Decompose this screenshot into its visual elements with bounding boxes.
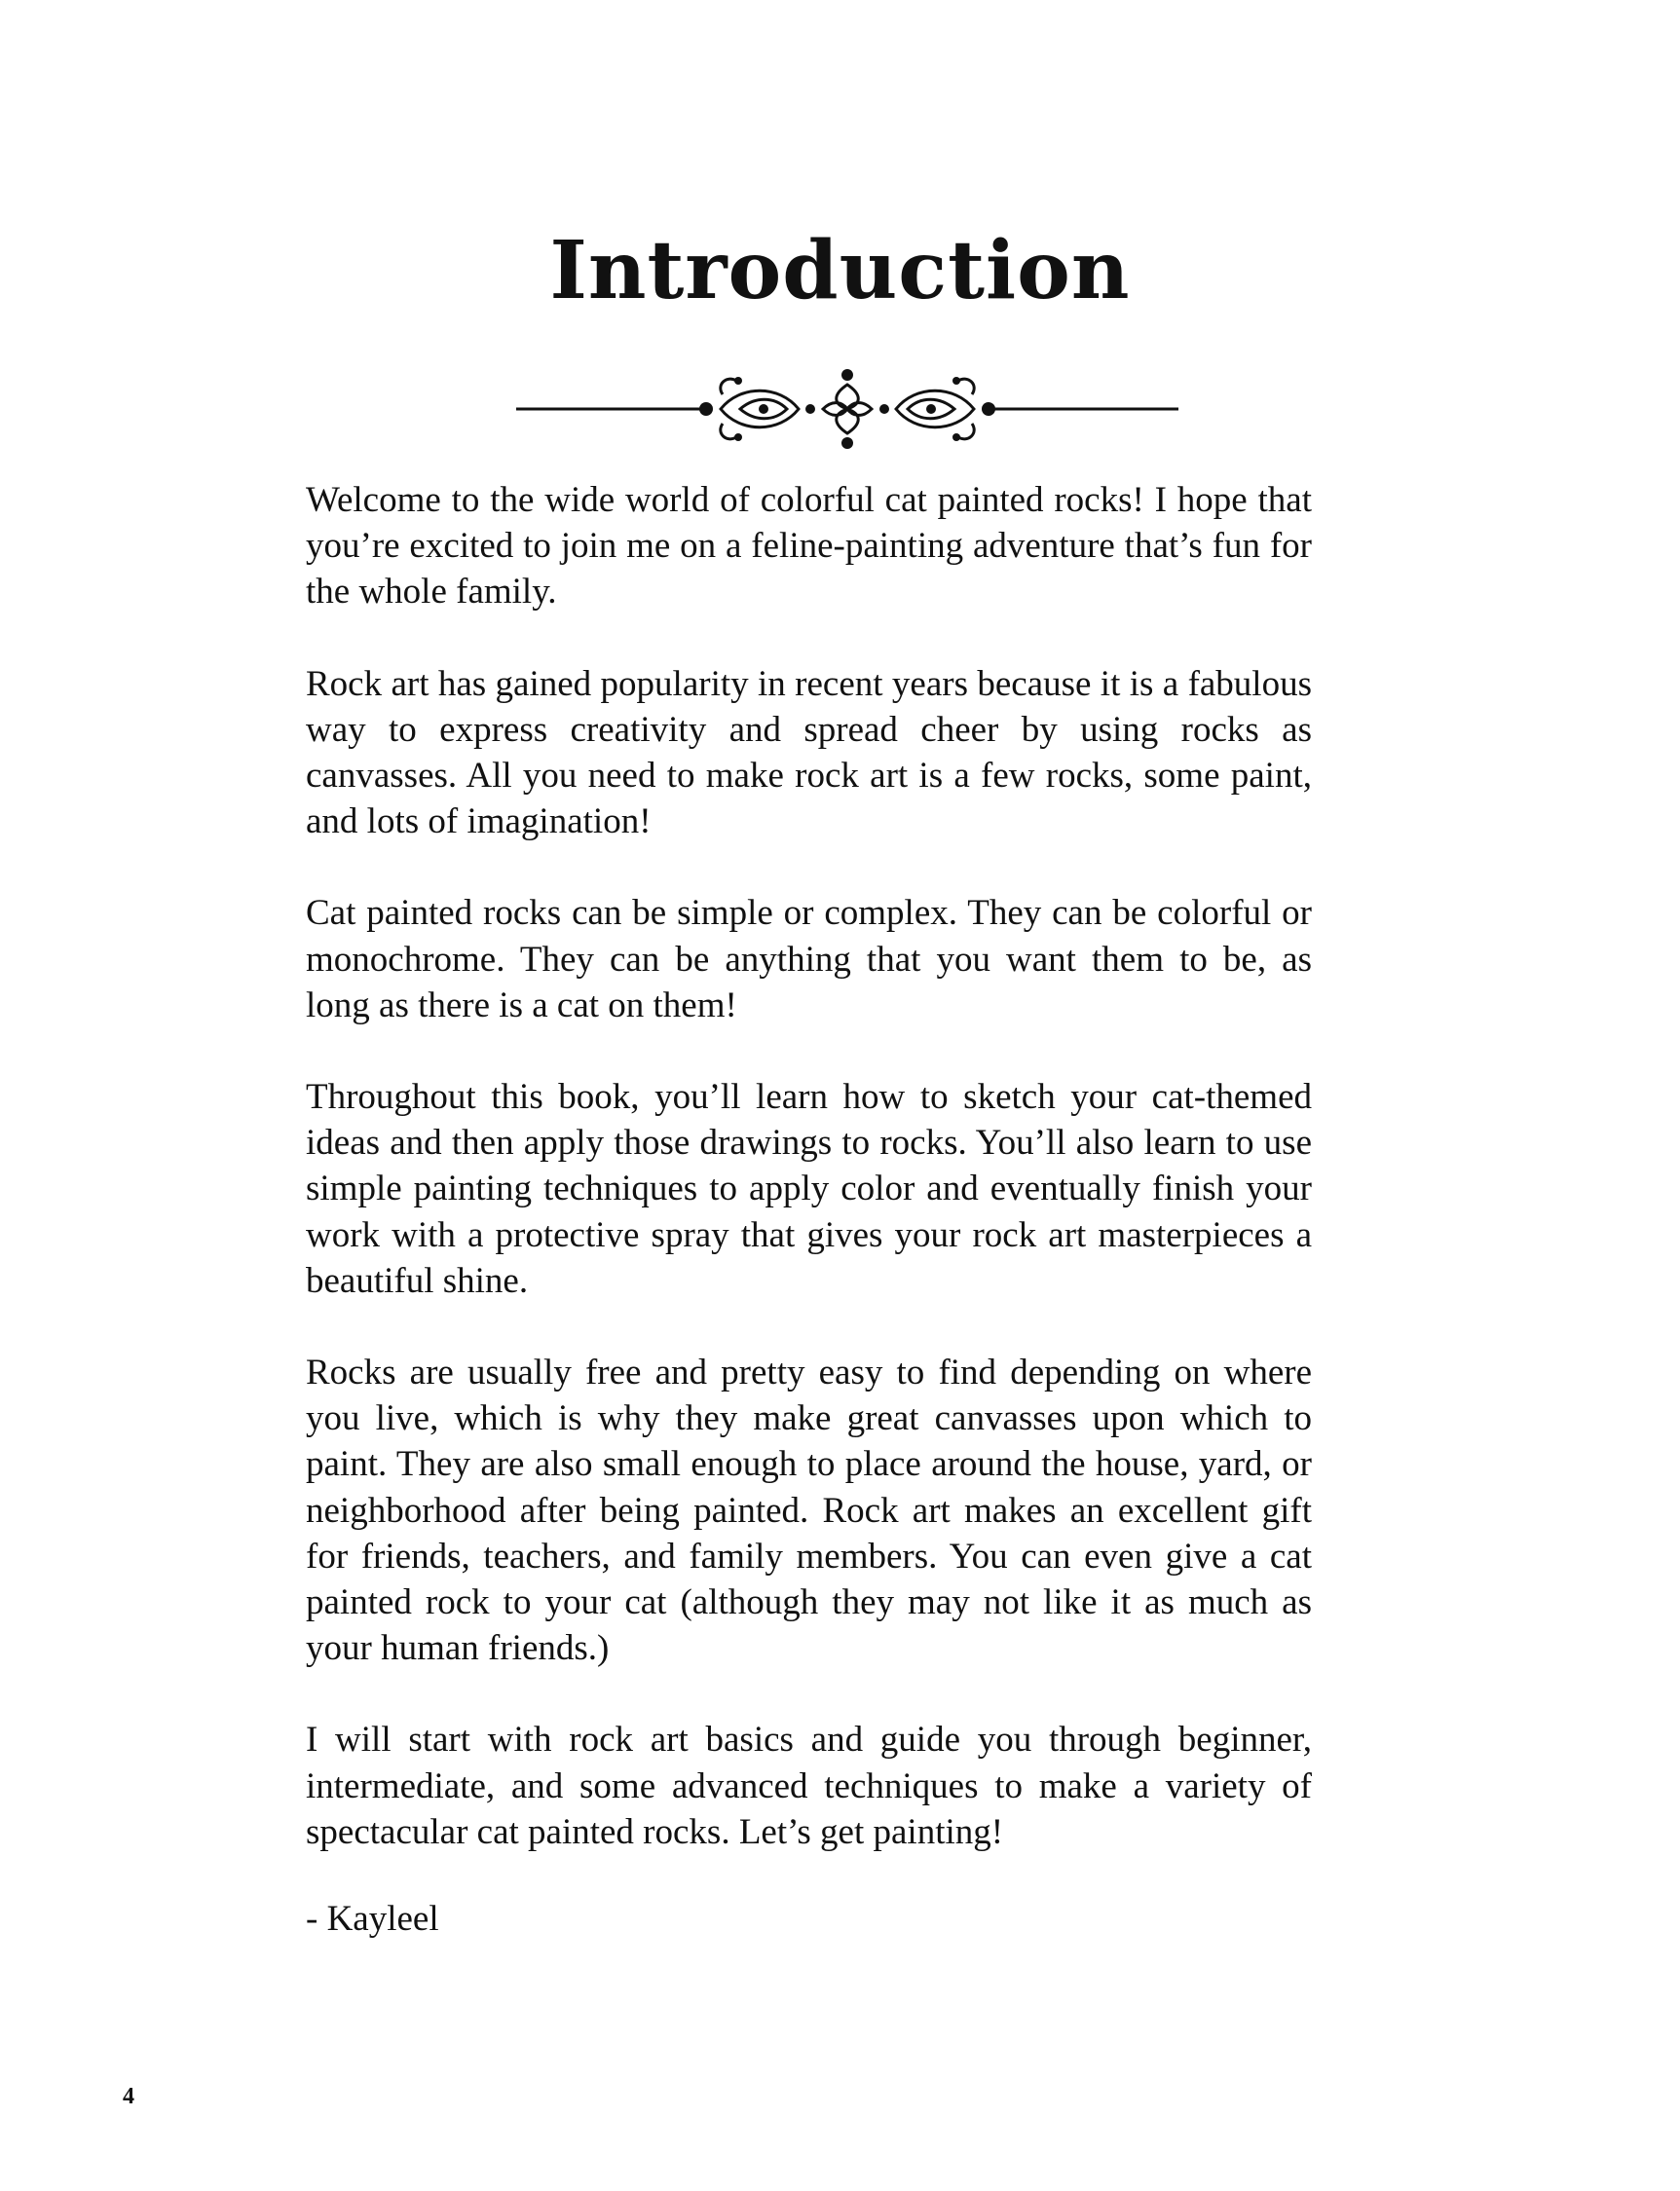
paragraph: Rock art has gained popularity in recent years because it is a fabulous way to express creativity and spread cheer by using rocks as canvasses. All you need to make rock art is a few rocks, some paint, and lots of imagination! <box>306 663 1312 842</box>
paragraph: I will start with rock art basics and guide you through beginner, intermediate, and some advanced techniques to make a variety of spectacular cat painted rocks. Let’s get painting! <box>306 1720 1312 1852</box>
page-number: 4 <box>123 2084 134 2109</box>
author-signature: - Kayleel <box>306 1899 439 1939</box>
body-text <box>306 477 1312 1901</box>
paragraph: Cat painted rocks can be simple or complex. They can be colorful or monochrome. They can be anything that you want them to be, as long as there is a cat on them! <box>306 893 1312 1025</box>
paragraph: Welcome to the wide world of colorful cat painted rocks! I hope that you’re excited to join me on a feline-painting adventure that’s fun for the whole family. <box>306 480 1312 613</box>
page-title: Introduction <box>549 224 1131 317</box>
paragraph: Rocks are usually free and pretty easy to find depending on where you live, which is why they make great canvasses upon which to paint. They are also small enough to place around the house, yard, or neighborhood after being painted. Rock art makes an excellent gift for friends, teachers, and family members. You can even give a cat painted rock to your cat (although they may not like it as much as your human friends.) <box>306 1353 1312 1669</box>
paragraph: Throughout this book, you’ll learn how to sketch your cat-themed ideas and then apply those drawings to rocks. You’ll also learn to use simple painting techniques to apply color and eventually finish your work with a protective spray that gives your rock art masterpieces a beautiful shine. <box>306 1077 1312 1301</box>
scroll-divider-icon <box>506 365 1188 453</box>
